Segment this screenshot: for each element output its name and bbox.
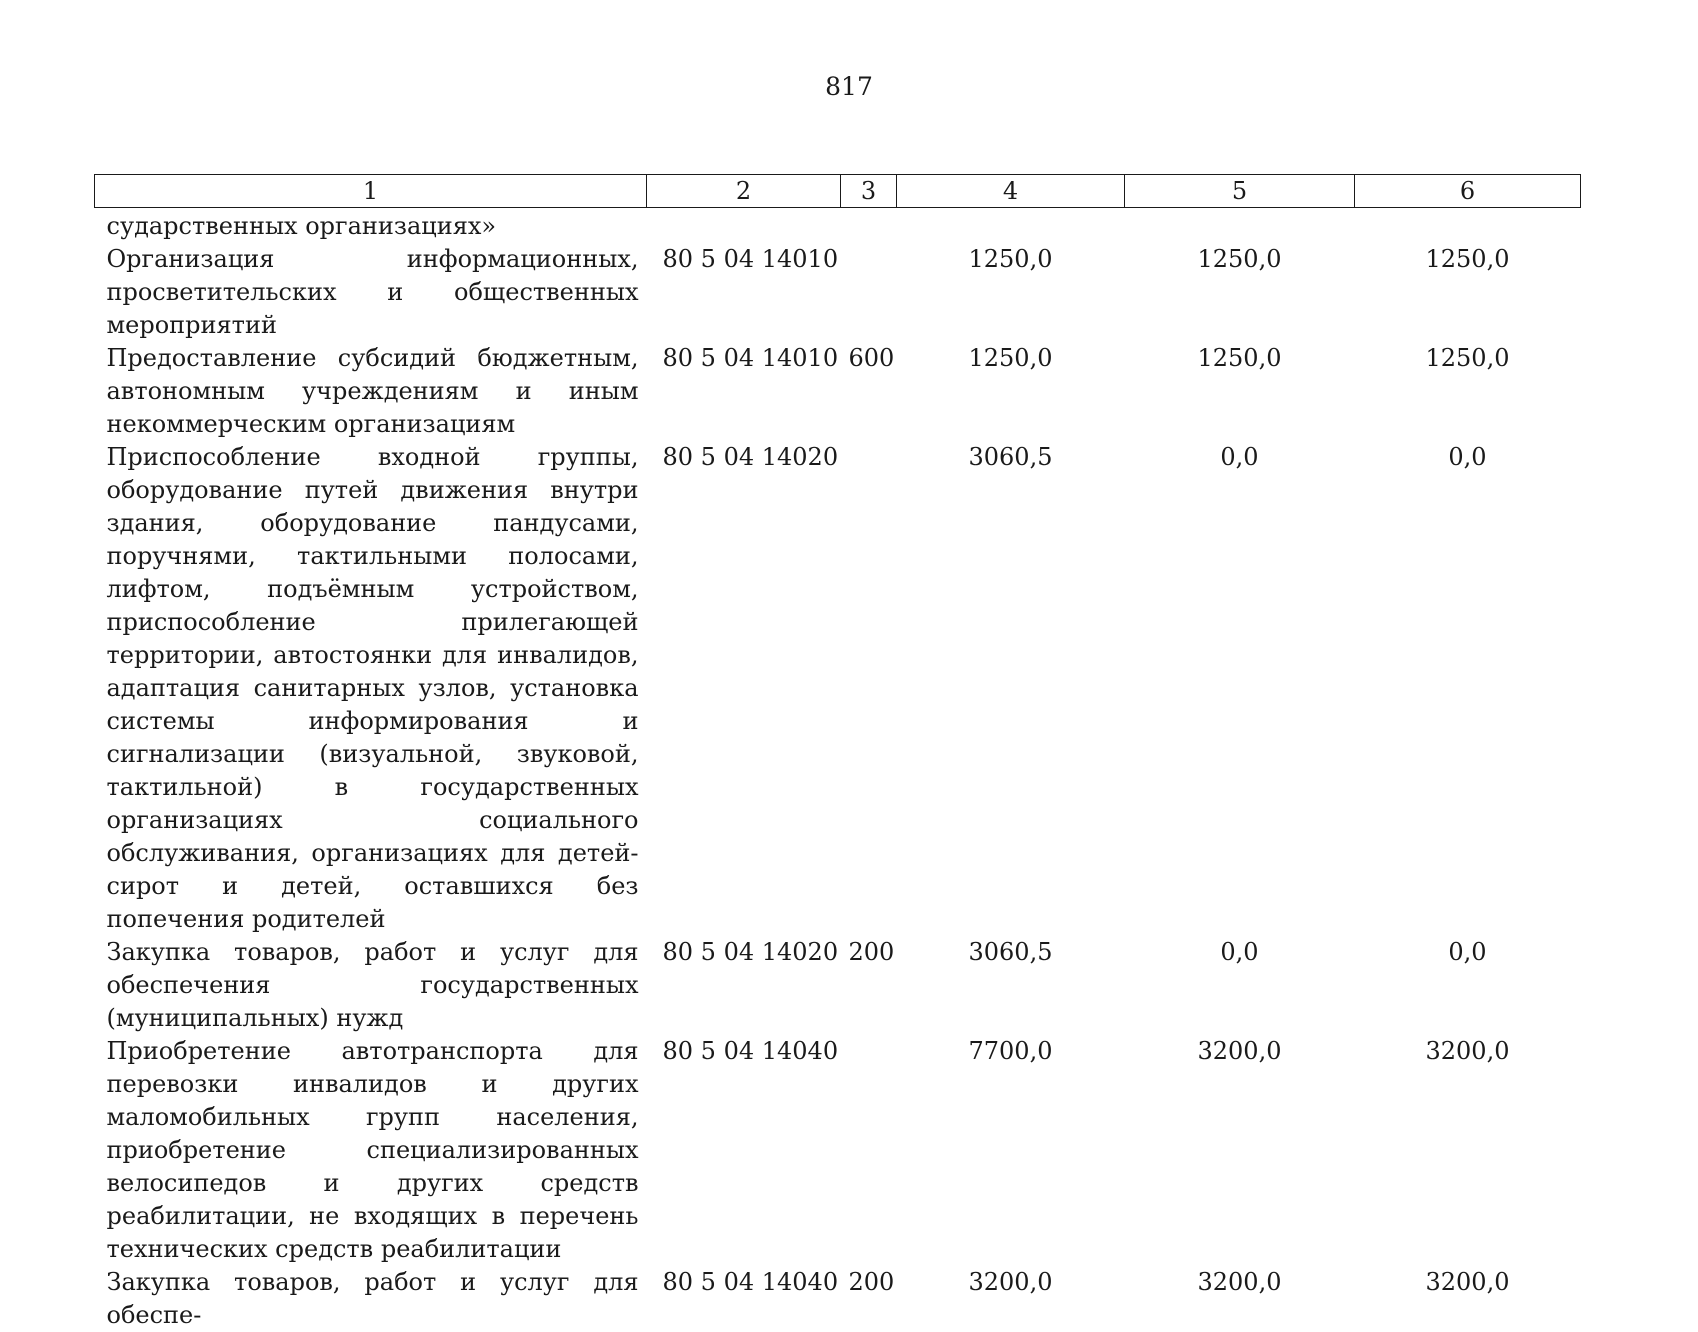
table-row (95, 936, 1581, 1035)
row-code: 80 5 04 14020 (662, 938, 839, 966)
row-type: 200 (848, 938, 895, 966)
row-type (841, 243, 897, 342)
table-row (95, 441, 1581, 936)
row-code: 80 5 04 14010 (662, 344, 839, 372)
row-value-1: 3060,5 (968, 443, 1053, 471)
row-code: 80 5 04 14020 (662, 443, 839, 471)
table-header-row (95, 175, 1581, 208)
row-name: Предоставление субсидий бюджетным, автономным учреждениям и иным некоммерческим организациям (106, 344, 639, 438)
table-row (95, 342, 1581, 441)
row-value-2: 0,0 (1220, 938, 1259, 966)
row-type (841, 441, 897, 936)
table-row (95, 208, 1581, 244)
row-value-3: 1250,0 (1425, 344, 1510, 372)
row-value-1: 7700,0 (968, 1037, 1053, 1065)
row-name: Приспособление входной группы, оборудование путей движения внутри здания, оборудование пандусами, поручнями, тактильными полосами, лифтом, подъёмным устройством, приспособление прилегающей территории, автостоянки для инвалидов, адаптация санитарных узлов, установка системы информирования и сигнализации (визуальной, звуковой, тактильной) в государственных организациях социального обслуживания, организациях для детей-сирот и детей, оставшихся без попечения родителей (106, 443, 639, 933)
row-value-3: 3200,0 (1425, 1037, 1510, 1065)
header-col-4: 4 (897, 175, 1125, 208)
table-row (95, 1266, 1581, 1332)
row-value-1 (897, 208, 1125, 244)
row-value-2 (1125, 208, 1355, 244)
row-value-3: 0,0 (1448, 443, 1487, 471)
budget-table (94, 174, 1581, 1332)
row-name: Закупка товаров, работ и услуг для обеспе- (106, 1268, 639, 1329)
row-type: 600 (848, 344, 895, 372)
row-name: Закупка товаров, работ и услуг для обеспечения государственных (муниципальных) нужд (106, 938, 639, 1032)
header-col-3: 3 (841, 175, 897, 208)
header-col-1: 1 (95, 175, 647, 208)
row-code: 80 5 04 14040 (662, 1037, 839, 1065)
row-value-2: 1250,0 (1197, 344, 1282, 372)
table-row (95, 243, 1581, 342)
row-type: 200 (848, 1268, 895, 1296)
row-value-2: 3200,0 (1197, 1268, 1282, 1296)
row-code: 80 5 04 14040 (662, 1268, 839, 1296)
header-col-5: 5 (1125, 175, 1355, 208)
row-value-1: 3200,0 (968, 1268, 1053, 1296)
header-col-6: 6 (1355, 175, 1581, 208)
row-code: 80 5 04 14010 (662, 245, 839, 273)
row-value-1: 1250,0 (968, 245, 1053, 273)
row-name: Приобретение автотранспорта для перевозки инвалидов и других маломобильных групп населения, приобретение специализированных велосипедов и других средств реабилитации, не входящих в перечень технических средств реабилитации (106, 1037, 639, 1263)
row-value-3: 0,0 (1448, 938, 1487, 966)
header-col-2: 2 (647, 175, 841, 208)
row-value-3: 3200,0 (1425, 1268, 1510, 1296)
page-number: 817 (825, 72, 873, 101)
row-value-3 (1355, 208, 1581, 244)
row-value-1: 1250,0 (968, 344, 1053, 372)
row-value-2: 3200,0 (1197, 1037, 1282, 1065)
row-value-2: 1250,0 (1197, 245, 1282, 273)
row-name: Организация информационных, просветительских и общественных мероприятий (106, 245, 639, 339)
row-value-3: 1250,0 (1425, 245, 1510, 273)
row-value-2: 0,0 (1220, 443, 1259, 471)
row-type (841, 1035, 897, 1266)
row-name: сударственных организациях» (106, 212, 497, 240)
table-row (95, 1035, 1581, 1266)
row-type (841, 208, 897, 244)
row-code (647, 208, 841, 244)
row-value-1: 3060,5 (968, 938, 1053, 966)
